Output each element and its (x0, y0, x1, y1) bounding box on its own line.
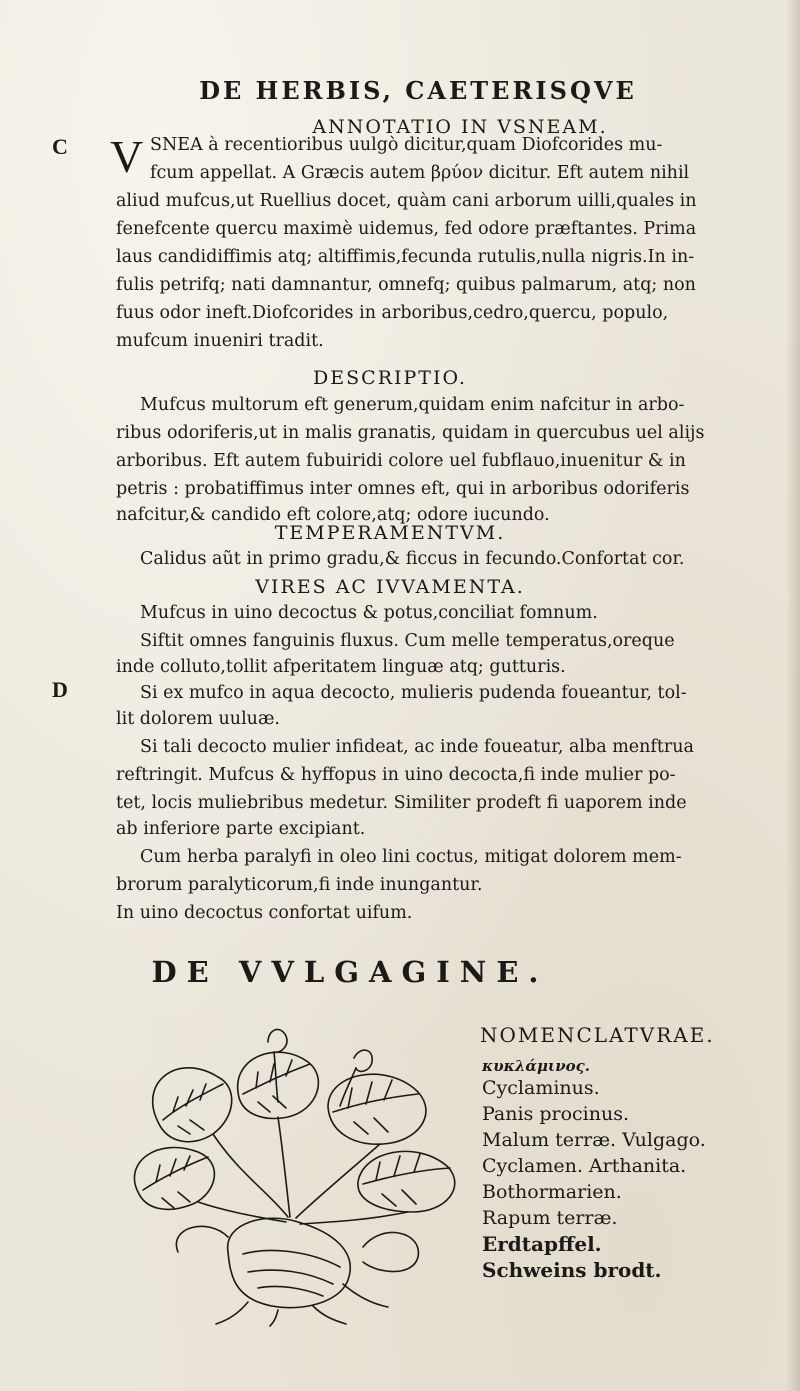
margin-letter-c: C (52, 134, 68, 159)
vires-line-7: reftringit. Mufcus & hyffopus in uino decocta,fi inde mulier po- (116, 765, 676, 785)
running-head: DE HERBIS, CAETERISQVE (199, 76, 637, 105)
nomenclature-item: Cyclaminus. (482, 1077, 600, 1099)
drop-cap: V (110, 131, 144, 182)
annotatio-line-6: fulis petrifq; nati damnantur, omnefq; quibus palmarum, atq; non (116, 275, 696, 295)
descriptio-line-5: nafcitur,& candido eft colore,atq; odore iucundo. (116, 505, 550, 525)
page-gutter-shadow (786, 0, 800, 1391)
vires-line-4: Si ex mufco in aqua decocto, mulieris pudenda foueantur, tol- (140, 683, 687, 703)
vires-line-6: Si tali decocto mulier infideat, ac inde foueatur, alba menftrua (140, 737, 694, 757)
nomenclature-item: Malum terræ. Vulgago. (482, 1129, 706, 1151)
nomenclature-german: Schweins brodt. (482, 1258, 662, 1282)
vires-heading: VIRES AC IVVAMENTA. (255, 576, 525, 598)
vires-line-12: In uino decoctus confortat uifum. (116, 903, 413, 923)
nomenclature-item: Rapum terræ. (482, 1207, 618, 1229)
nomenclature-item: Cyclamen. Arthanita. (482, 1155, 687, 1177)
vires-line-5: lit dolorem uuluæ. (116, 709, 280, 729)
vires-line-11: brorum paralyticorum,fi inde inungantur. (116, 875, 483, 895)
vires-line-2: Siftit omnes fanguinis fluxus. Cum melle temperatus,oreque (140, 631, 675, 651)
annotatio-line-3: aliud mufcus,ut Ruellius docet, quàm cani arborum uilli,quales in (116, 191, 697, 211)
descriptio-line-3: arboribus. Eft autem fubuiridi colore uel fubflauo,inuenitur & in (116, 451, 686, 471)
annotatio-line-5: laus candidiffimis atq; altiffimis,fecunda rutulis,nulla nigris.In in- (116, 247, 695, 267)
annotatio-line-2: fcum appellat. A Græcis autem βρύον dicitur. Eft autem nihil (150, 163, 690, 183)
descriptio-heading: DESCRIPTIO. (313, 367, 467, 389)
annotatio-line-8: mufcum inueniri tradit. (116, 331, 324, 351)
vires-line-8: tet, locis muliebribus medetur. Similiter prodeft fi uaporem inde (116, 793, 687, 813)
vires-line-9: ab inferiore parte excipiant. (116, 819, 366, 839)
vires-line-3: inde colluto,tollit afperitatem linguæ atq; gutturis. (116, 657, 566, 677)
annotatio-line-7: fuus odor ineft.Diofcorides in arboribus,cedro,quercu, populo, (116, 303, 669, 323)
vires-line-10: Cum herba paralyfi in oleo lini coctus, mitigat dolorem mem- (140, 847, 682, 867)
margin-letter-d: D (52, 677, 68, 702)
nomenclature-greek: κυκλάμινος. (482, 1057, 590, 1075)
annotatio-line-1: SNEA à recentioribus uulgò dicitur,quam Diofcorides mu- (150, 135, 663, 155)
descriptio-line-2: ribus odoriferis,ut in malis granatis, quidam in quercubus uel alijs (116, 423, 705, 443)
temperamentum-heading: TEMPERAMENTVM. (274, 522, 506, 544)
vulgago-heading: DE VVLGAGINE. (151, 955, 549, 989)
nomenclature-item: Panis procinus. (482, 1103, 630, 1125)
annotatio-heading: ANNOTATIO IN VSNEAM. (312, 116, 608, 138)
temperamentum-line-1: Calidus aũt in primo gradu,& ficcus in fecundo.Confortat cor. (140, 549, 685, 569)
nomenclature-item: Bothormarien. (482, 1181, 622, 1203)
vires-line-1: Mufcus in uino decoctus & potus,conciliat fomnum. (140, 603, 598, 623)
descriptio-line-1: Mufcus multorum eft generum,quidam enim nafcitur in arbo- (140, 395, 685, 415)
cyclamen-woodcut-illustration (118, 1022, 470, 1327)
nomenclature-german: Erdtapffel. (482, 1232, 602, 1256)
annotatio-line-4: fenefcente quercu maximè uidemus, fed odore præftantes. Prima (116, 219, 697, 239)
nomenclaturae-heading: NOMENCLATVRAE. (480, 1023, 715, 1047)
descriptio-line-4: petris : probatiffimus inter omnes eft, qui in arboribus odoriferis (116, 479, 690, 499)
